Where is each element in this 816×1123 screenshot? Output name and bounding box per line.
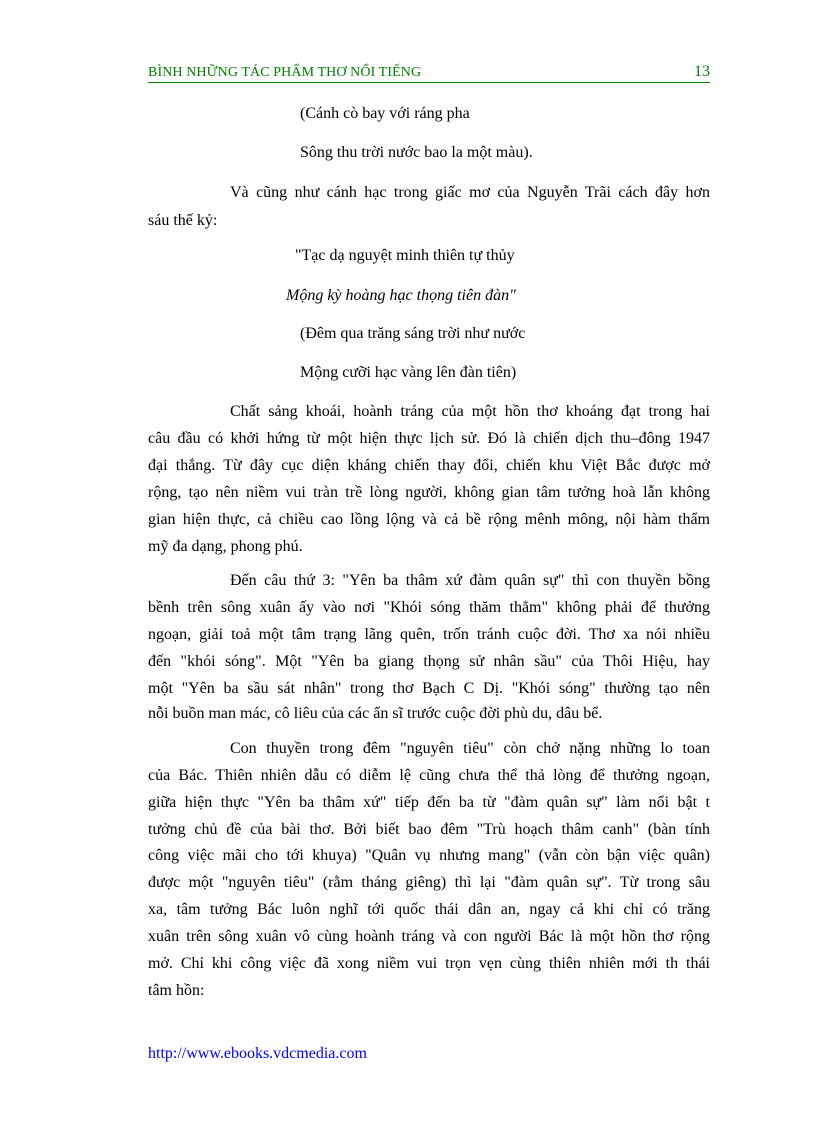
- paragraph-line: tưởng chủ đề của bài thơ. Bởi biết bao đêm "Trù hoạch thâm canh" (bàn tính: [148, 821, 710, 838]
- verse-line: (Cánh cò bay với ráng pha: [300, 105, 470, 122]
- paragraph-line: nỗi buồn man mác, cô liêu của các ẩn sĩ trước cuộc đời phù du, dâu bể.: [148, 705, 603, 722]
- verse-line: (Đêm qua trăng sáng trời như nước: [300, 325, 526, 342]
- verse-line-italic: Mộng kỳ hoàng hạc thọng tiên đàn": [286, 287, 516, 304]
- paragraph-line: mở. Chỉ khi công việc đã xong niềm vui trọn vẹn cùng thiên nhiên mới th thái: [148, 955, 710, 972]
- running-header: [148, 62, 710, 83]
- paragraph-line: đến "khói sóng". Một "Yên ba giang thọng sử nhân sầu" của Thôi Hiệu, hay: [148, 653, 710, 670]
- paragraph-line: bềnh trên sông xuân ấy vào nơi "Khói sóng thăm thẳm" không phải để thưởng: [148, 599, 710, 616]
- paragraph-line: xa, tâm tưởng Bác luôn nghĩ tới quốc thái dân an, ngay cả khi chỉ có trăng: [148, 901, 710, 918]
- paragraph-line: Và cũng như cánh hạc trong giấc mơ của Nguyễn Trãi cách đây hơn: [230, 184, 710, 201]
- paragraph-line: giữa hiện thực "Yên ba thâm xứ" tiếp đến ba từ "đàm quân sự" làm nổi bật t: [148, 794, 710, 811]
- verse-line: Sông thu trời nước bao la một màu).: [300, 144, 533, 161]
- footer-link[interactable]: http://www.ebooks.vdcmedia.com: [148, 1045, 367, 1062]
- paragraph-line: ngoạn, giải toả một tâm trạng lãng quên, trốn tránh cuộc đời. Thơ xa nói nhiều: [148, 626, 710, 643]
- paragraph-line: công việc mãi cho tới khuya) "Quân vụ nhưng mang" (vẫn còn bận việc quân): [148, 847, 710, 864]
- verse-line: Mộng cưỡi hạc vàng lên đàn tiên): [300, 364, 517, 381]
- paragraph-line: tâm hồn:: [148, 982, 205, 999]
- paragraph-line: sáu thế kỷ:: [148, 212, 218, 229]
- book-title: BÌNH NHỮNG TÁC PHẨM THƠ NỔI TIẾNG: [148, 65, 422, 80]
- paragraph-line: xuân trên sông xuân vô cùng hoành tráng và con người Bác là một hồn thơ rộng: [148, 928, 710, 945]
- paragraph-line: được một "nguyên tiêu" (rằm tháng giêng) thì lại "đàm quân sự". Từ trong sâu: [148, 874, 710, 891]
- paragraph-line: mỹ đa dạng, phong phú.: [148, 538, 303, 555]
- paragraph-line: của Bác. Thiên nhiên dẫu có diễm lệ cũng chưa thể thả lòng để thưởng ngoạn,: [148, 767, 710, 784]
- paragraph-line: Chất sảng khoái, hoành tráng của một hồn thơ khoáng đạt trong hai: [230, 403, 710, 420]
- paragraph-line: gian hiện thực, cả chiều cao lồng lộng và cả bề rộng mênh mông, nội hàm thẩm: [148, 511, 710, 528]
- paragraph-line: một "Yên ba sầu sát nhân" trong thơ Bạch C Dị. "Khói sóng" thường tạo nên: [148, 680, 710, 697]
- paragraph-line: câu đầu có khởi hứng từ một hiện thực lịch sử. Đó là chiến dịch thu–đông 1947: [148, 430, 710, 447]
- paragraph-line: Đến câu thứ 3: "Yên ba thâm xứ đàm quân sự" thì con thuyền bồng: [230, 572, 710, 589]
- paragraph-line: đại thắng. Từ đây cục diện kháng chiến thay đổi, chiến khu Việt Bắc được mở: [148, 457, 710, 474]
- paragraph-line: Con thuyền trong đêm "nguyên tiêu" còn chở nặng những lo toan: [230, 740, 710, 757]
- page-number: 13: [694, 63, 710, 80]
- verse-line: "Tạc dạ nguyệt minh thiên tự thủy: [295, 247, 515, 264]
- paragraph-line: rộng, tạo nên niềm vui tràn trề lòng người, không gian tâm tưởng hoà lẫn không: [148, 484, 710, 501]
